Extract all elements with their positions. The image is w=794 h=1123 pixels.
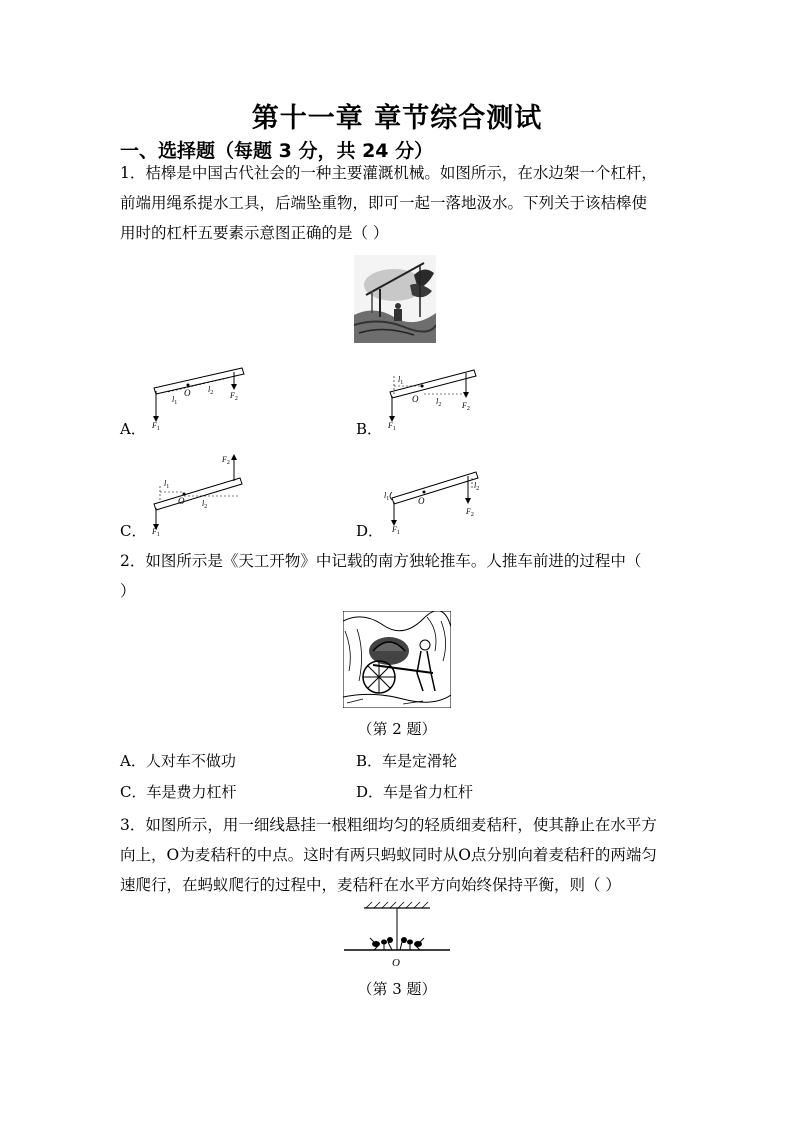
page-title: 第十一章 章节综合测试: [251, 103, 543, 134]
lever-diagram-c: [148, 452, 248, 536]
lever-diagram-d: [384, 464, 484, 536]
q2-option-b: B．车是定滑轮: [356, 752, 458, 770]
question-3-figure-caption: （第 3 题）: [357, 980, 437, 998]
pivot-label-o: O: [392, 957, 400, 969]
question-2-line-2: ）: [120, 582, 136, 600]
straw-balance-diagram: [340, 900, 454, 972]
pivot-label-b: O: [412, 394, 419, 404]
subscript-2: 2: [470, 512, 474, 518]
arm-label-l1-b: $l_1$: [398, 375, 404, 386]
subscript-1: 1: [174, 400, 178, 406]
question-2-figure-caption: （第 2 题）: [357, 720, 437, 738]
force-label-f2-b: $F_2$: [462, 401, 470, 412]
question-1-line-3: 用时的杠杆五要素示意图正确的是（ ）: [120, 224, 389, 242]
subscript-1: 1: [400, 380, 404, 386]
question-1-text: [120, 158, 680, 248]
subscript-2: 2: [204, 504, 208, 510]
question-2-text: [120, 546, 680, 606]
q2-option-d: D．车是省力杠杆: [356, 783, 474, 801]
subscript-2: 2: [226, 460, 230, 466]
force-label-f1-d: $F_1$: [392, 525, 400, 536]
lever-diagram-a: [148, 362, 248, 430]
question-3-line-1: 3．如图所示，用一细线悬挂一根粗细均匀的轻质细麦秸秆，使其静止在水平方: [120, 816, 657, 834]
subscript-2: 2: [466, 406, 470, 412]
option-a-label: A．: [120, 420, 146, 438]
arm-label-l2-c: $l_2$: [202, 499, 208, 510]
arm-label-l1-d: $l_1$: [384, 491, 390, 502]
subscript-1: 1: [396, 530, 400, 536]
option-b-label: B．: [356, 420, 383, 438]
arm-label-l1-a: $l_1$: [172, 395, 178, 406]
arm-label-l2-b: $l_2$: [436, 397, 442, 408]
force-label-f1-b: $F_1$: [388, 421, 396, 432]
question-3-line-3: 速爬行，在蚂蚁爬行的过程中，麦秸秆在水平方向始终保持平衡，则（ ）: [120, 876, 621, 894]
force-label-f1-a: $F_1$: [152, 421, 160, 430]
force-label-f1-c: $F_1$: [152, 527, 160, 536]
subscript-2: 2: [210, 390, 214, 396]
well-sweep-photo: [354, 255, 436, 343]
arm-label-l1-c: $l_1$: [164, 479, 170, 490]
question-1-line-2: 前端用绳系提水工具，后端坠重物，即可一起一落地汲水。下列关于该桔槔使: [120, 194, 648, 212]
question-1-line-1: 1．桔槔是中国古代社会的一种主要灌溉机械。如图所示，在水边架一个杠杆，: [120, 164, 657, 182]
ant-right-icon: [400, 937, 424, 950]
arm-label-l2-a: $l_2$: [208, 385, 214, 396]
arm-label-l2-d: $l_2$: [474, 481, 480, 492]
force-label-f2-d: $F_2$: [466, 507, 474, 518]
pivot-label-a: O: [184, 388, 191, 398]
subscript-1: 1: [156, 426, 160, 430]
subscript-2: 2: [438, 402, 442, 408]
subscript-1: 1: [156, 532, 160, 536]
question-2-line-1: 2．如图所示是《天工开物》中记载的南方独轮推车。人推车前进的过程中（: [120, 552, 642, 570]
option-d-label: D．: [356, 522, 384, 540]
wheelbarrow-woodcut-image: [343, 611, 451, 708]
subscript-1: 1: [386, 496, 390, 502]
q2-option-a: A．人对车不做功: [120, 752, 236, 770]
question-3-line-2: 向上，O为麦秸秆的中点。这时有两只蚂蚁同时从O点分别向着麦秸秆的两端匀: [120, 846, 657, 864]
pivot-label-d: O: [418, 496, 425, 506]
ant-left-icon: [370, 937, 393, 950]
subscript-1: 1: [166, 484, 170, 490]
section-heading: 一、选择题（每题 3 分，共 24 分）: [120, 140, 434, 162]
force-label-f2-a: $F_2$: [230, 391, 238, 402]
subscript-2: 2: [476, 486, 480, 492]
q2-option-c: C．车是费力杠杆: [120, 783, 237, 801]
subscript-2: 2: [234, 396, 238, 402]
lever-diagram-b: [384, 364, 484, 432]
option-c-label: C．: [120, 522, 147, 540]
pivot-label-c: O: [178, 496, 185, 506]
question-3-text: [120, 810, 680, 900]
force-label-f2-c: $F_2$: [222, 455, 230, 466]
subscript-1: 1: [392, 426, 396, 432]
